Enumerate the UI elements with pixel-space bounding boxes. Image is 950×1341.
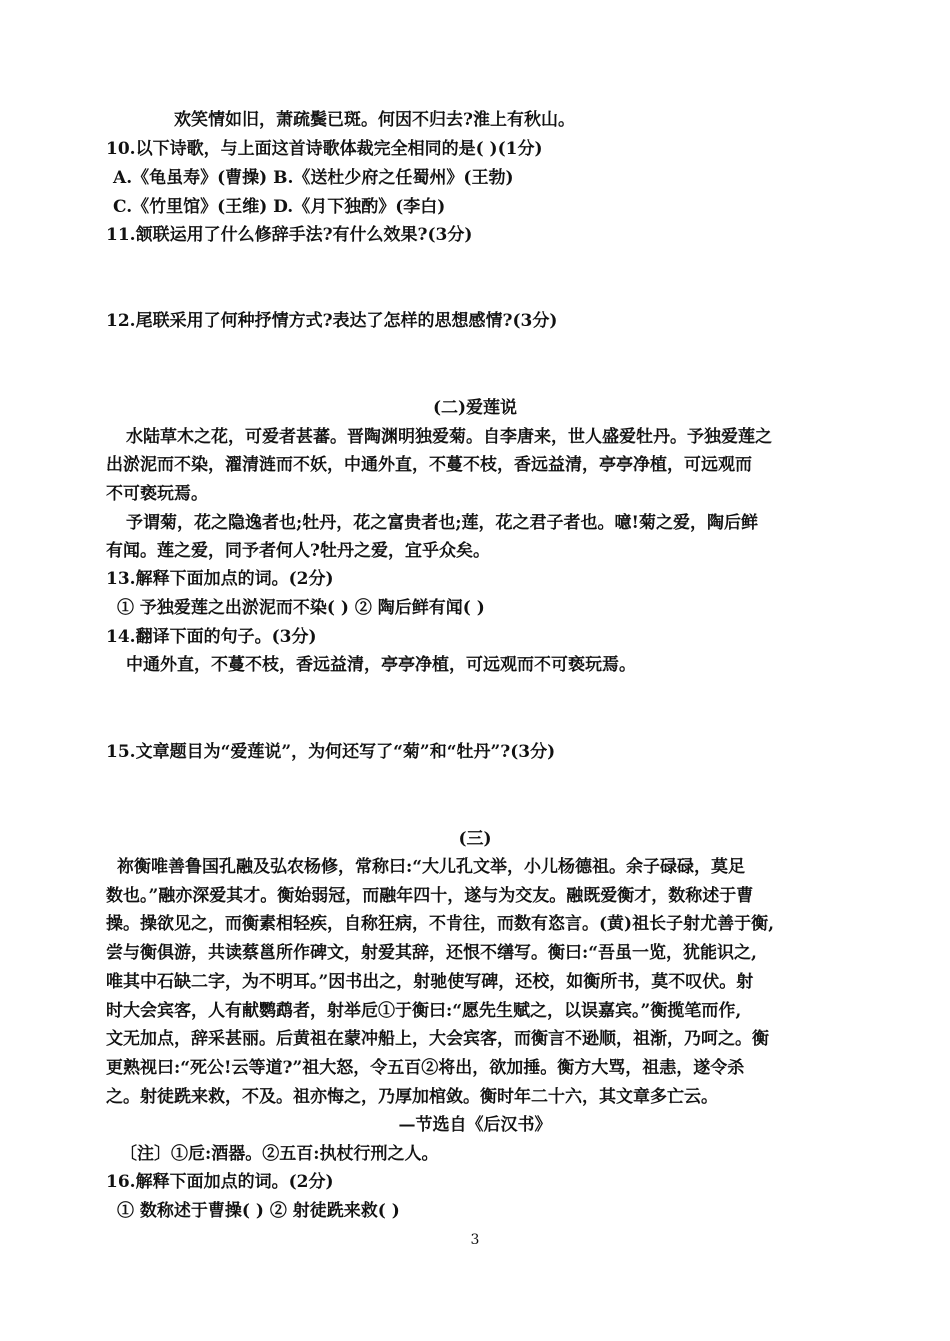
question-12: 12.尾联采用了何种抒情方式?表达了怎样的思想感情?(3分) bbox=[106, 311, 558, 331]
essay-3-line: 之。射徒跣来救，不及。祖亦悔之，乃厚加棺敛。衡时年二十六，其文章多亡云。 bbox=[106, 1087, 718, 1107]
question-10-options-ab: A.《龟虽寿》(曹操) B.《送杜少府之任蜀州》(王勃) bbox=[113, 168, 514, 188]
question-10: 10.以下诗歌，与上面这首诗歌体裁完全相同的是( )(1分) bbox=[106, 139, 543, 159]
essay-3-line: 更熟视曰:“死公!云等道?”祖大怒，令五百②将出，欲加捶。衡方大骂，祖恚，遂令杀 bbox=[106, 1058, 745, 1078]
essay-2-line: 予谓菊，花之隐逸者也;牡丹，花之富贵者也;莲，花之君子者也。噫!菊之爱，陶后鲜 bbox=[126, 513, 759, 533]
question-13-items: ① 予独爱莲之出淤泥而不染( ) ② 陶后鲜有闻( ) bbox=[117, 598, 485, 618]
essay-2-line: 水陆草木之花，可爱者甚蕃。晋陶渊明独爱菊。自李唐来，世人盛爱牡丹。予独爱莲之 bbox=[126, 427, 772, 447]
essay-3-line: 操。操欲见之，而衡素相轻疾，自称狂病，不肯往，而数有恣言。(黄)祖长子射尤善于衡, bbox=[106, 914, 775, 934]
essay-3-line: 祢衡唯善鲁国孔融及弘农杨修，常称曰:“大儿孔文举，小儿杨德祖。余子碌碌，莫足 bbox=[117, 857, 746, 877]
question-13: 13.解释下面加点的词。(2分) bbox=[106, 569, 334, 589]
essay-2-line: 出淤泥而不染，濯清涟而不妖，中通外直，不蔓不枝，香远益清，亭亭净植，可远观而 bbox=[106, 455, 752, 475]
essay-3-line: 唯其中石缺二字，为不明耳。”因书出之，射驰使写碑，还校，如衡所书，莫不叹伏。射 bbox=[106, 972, 754, 992]
section-2-title: (二)爱莲说 bbox=[432, 398, 518, 418]
question-14-sentence: 中通外直，不蔓不枝，香远益清，亭亭净植，可远观而不可亵玩焉。 bbox=[126, 655, 636, 675]
essay-2-line: 不可亵玩焉。 bbox=[106, 484, 208, 504]
poem-last-line: 欢笑情如旧，萧疏鬓已斑。何因不归去?淮上有秋山。 bbox=[174, 110, 575, 130]
question-16-items: ① 数称述于曹操( ) ② 射徒跣来救( ) bbox=[117, 1201, 400, 1221]
source-citation: —节选自《后汉书》 bbox=[398, 1115, 552, 1135]
question-11: 11.颔联运用了什么修辞手法?有什么效果?(3分) bbox=[106, 225, 473, 245]
question-15: 15.文章题目为“爱莲说”，为何还写了“菊”和“牡丹”?(3分) bbox=[106, 742, 556, 762]
question-16: 16.解释下面加点的词。(2分) bbox=[106, 1172, 334, 1192]
question-10-options-cd: C.《竹里馆》(王维) D.《月下独酌》(李白) bbox=[113, 197, 446, 217]
section-3-title: (三) bbox=[458, 829, 492, 849]
essay-3-line: 时大会宾客，人有献鹦鹉者，射举卮①于衡曰:“愿先生赋之，以误嘉宾。”衡揽笔而作, bbox=[106, 1001, 742, 1021]
page-number: 3 bbox=[470, 1232, 480, 1248]
annotation-note: 〔注〕①卮:酒器。②五百:执杖行刑之人。 bbox=[120, 1144, 439, 1164]
essay-2-line: 有闻。莲之爱，同予者何人?牡丹之爱，宜乎众矣。 bbox=[106, 541, 490, 561]
essay-3-line: 数也。”融亦深爱其才。衡始弱冠，而融年四十，遂与为交友。融既爱衡才，数称述于曹 bbox=[106, 886, 754, 906]
question-14: 14.翻译下面的句子。(3分) bbox=[106, 627, 317, 647]
essay-3-line: 文无加点，辞采甚丽。后黄祖在蒙冲船上，大会宾客，而衡言不逊顺，祖渐，乃呵之。衡 bbox=[106, 1029, 769, 1049]
essay-3-line: 尝与衡俱游，共读蔡邕所作碑文，射爱其辞，还恨不缮写。衡曰:“吾虽一览，犹能识之, bbox=[106, 943, 757, 963]
